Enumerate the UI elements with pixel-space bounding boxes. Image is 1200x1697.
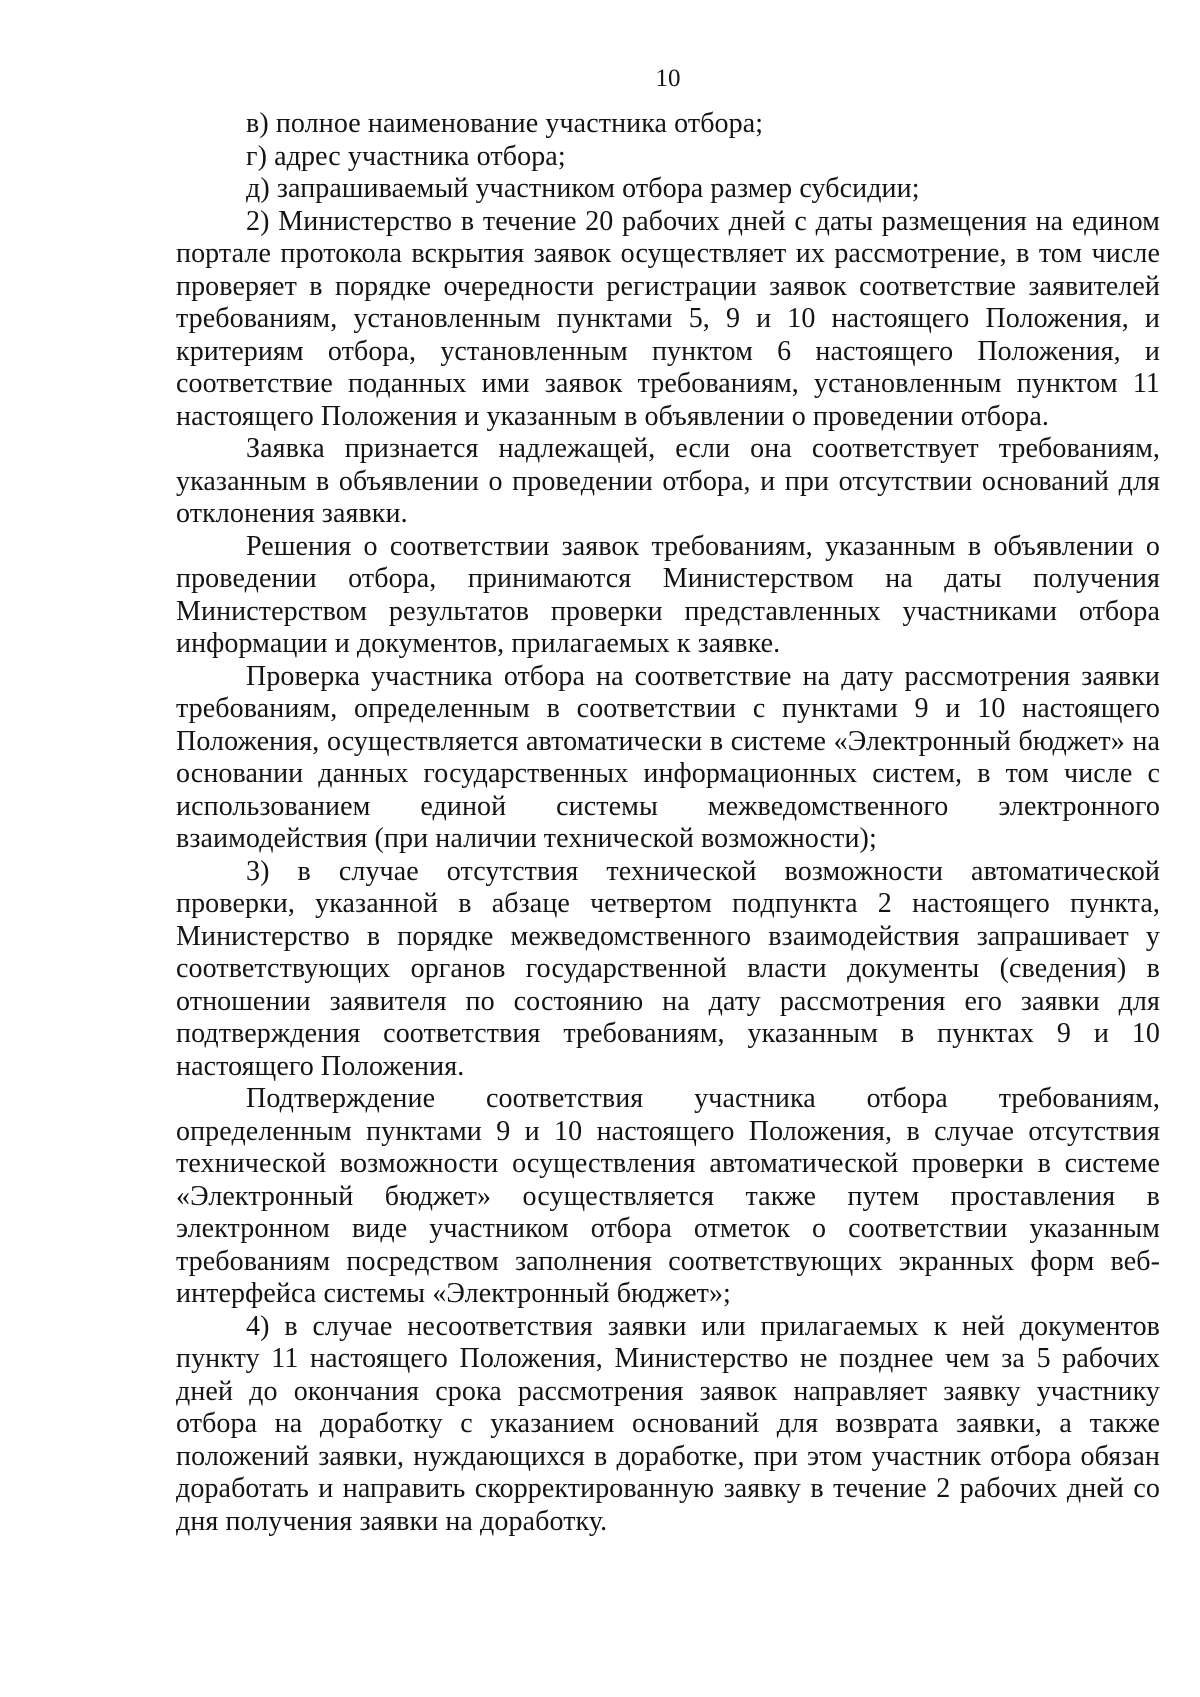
page-number: 10 (655, 65, 681, 92)
paragraph-item-4: 4) в случае несоответствия заявки или прилагаемых к ней документов пункту 11 настоящего Положения, Министерство не позднее чем за 5 рабочих дней до окончания срока рассмотрения заявок направляет заявку участнику отбора на доработку с указанием оснований для возврата заявки, а также положений заявки, нуждающихся в доработке, при этом участник отбора обязан доработать и направить скорректированную заявку в течение 2 рабочих дней со дня получения заявки на доработку. (176, 1310, 1160, 1537)
paragraph-automatic-check: Проверка участника отбора на соответствие на дату рассмотрения заявки требованиям, определенным в соответствии с пунктами 9 и 10 настоящего Положения, осуществляется автоматически в системе «Электронный бюджет» на основании данных государственных информационных систем, в том числе с использованием единой системы межведомственного электронного взаимодействия (при наличии технической возможности); (176, 660, 1160, 854)
list-item-g: г) адрес участника отбора; (246, 140, 566, 172)
document-body (176, 108, 1160, 1538)
list-item-d: д) запрашиваемый участником отбора размер субсидии; (246, 173, 920, 204)
paragraph-confirmation: Подтверждение соответствия участника отбора требованиям, определенным пунктами 9 и 10 настоящего Положения, в случае отсутствия технической возможности осуществления автоматической проверки в системе «Электронный бюджет» осуществляется также путем проставления в электронном виде участником отбора отметок о соответствии указанным требованиям посредством заполнения соответствующих экранных форм веб-интерфейса системы «Электронный бюджет»; (176, 1083, 1160, 1309)
list-item-v: в) полное наименование участника отбора; (246, 108, 764, 139)
paragraph-decisions: Решения о соответствии заявок требованиям, указанным в объявлении о проведении отбора, принимаются Министерством на даты получения Министерством результатов проверки представленных участниками отбора информации и документов, прилагаемых к заявке. (176, 530, 1160, 659)
paragraph-item-2: 2) Министерство в течение 20 рабочих дней с даты размещения на едином портале протокола вскрытия заявок осуществляет их рассмотрение, в том числе проверяет в порядке очередности регистрации заявок соответствие заявителей требованиям, установленным пунктами 5, 9 и 10 настоящего Положения, и критериям отбора, установленным пунктом 6 настоящего Положения, и соответствие поданных ими заявок требованиям, установленным пунктом 11 настоящего Положения и указанным в объявлении о проведении отбора. (176, 205, 1160, 432)
paragraph-item-3: 3) в случае отсутствия технической возможности автоматической проверки, указанной в абзаце четвертом подпункта 2 настоящего пункта, Министерство в порядке межведомственного взаимодействия запрашивает у соответствующих органов государственной власти документы (сведения) в отношении заявителя по состоянию на дату рассмотрения его заявки для подтверждения соответствия требованиям, указанным в пунктах 9 и 10 настоящего Положения. (176, 855, 1160, 1082)
paragraph-application-proper: Заявка признается надлежащей, если она соответствует требованиям, указанным в объявлении о проведении отбора, и при отсутствии оснований для отклонения заявки. (176, 433, 1160, 529)
